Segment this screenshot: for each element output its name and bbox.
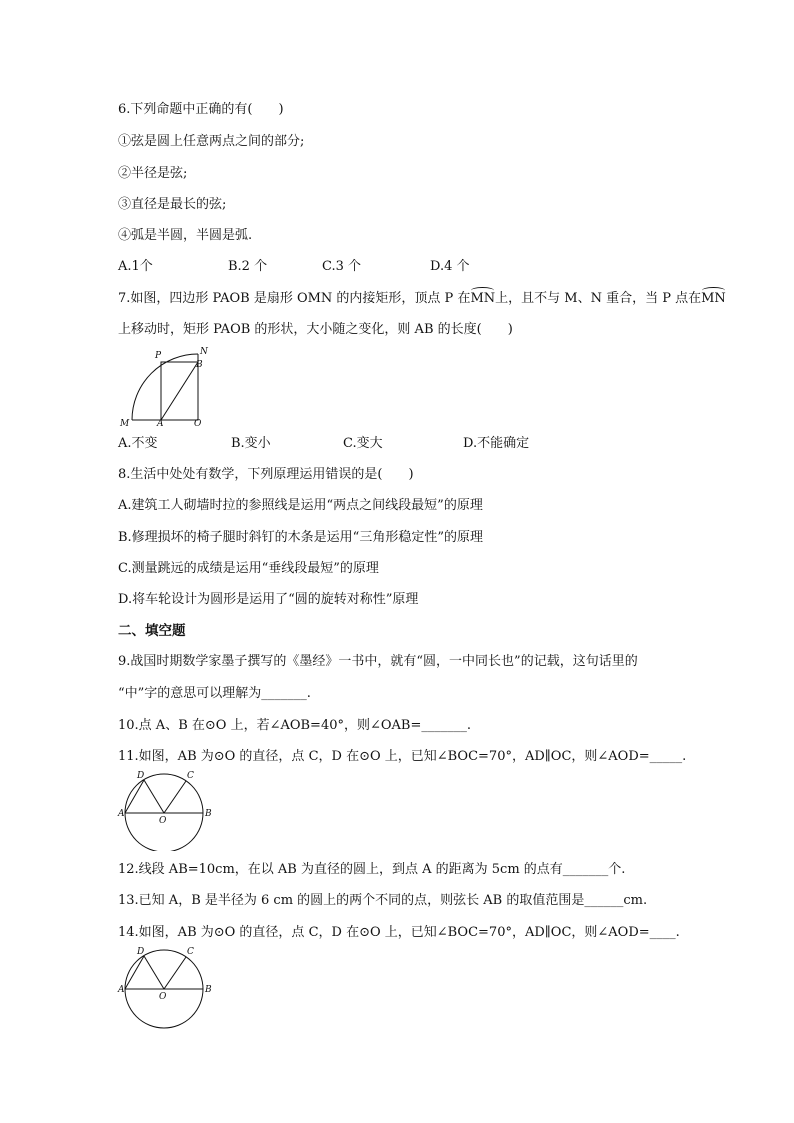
q14-text: 14.如图，AB 为⊙O 的直径，点 C，D 在⊙O 上，已知∠BOC=70°，AD∥OC，则∠AOD=____. <box>118 925 680 940</box>
q12-text: 12.线段 AB=10cm，在以 AB 为直径的圆上，到点 A 的距离为 5cm 的点有_______个. <box>118 862 626 877</box>
q6-stem: 6.下列命题中正确的有( ) <box>118 102 284 117</box>
q11-text: 11.如图，AB 为⊙O 的直径，点 C，D 在⊙O 上，已知∠BOC=70°，AD∥OC，则∠AOD=_____. <box>118 749 687 764</box>
q7-line-1 <box>118 291 726 307</box>
q7-text-1: 7.如图，四边形 PAOB 是扇形 OMN 的内接矩形，顶点 P 在 <box>118 291 471 306</box>
q6-statement-3: ③直径是最长的弦; <box>118 197 227 212</box>
q6-option-c: C.3 个 <box>322 259 362 274</box>
q10-text: 10.点 A、B 在⊙O 上，若∠AOB=40°，则∠OAB=_______. <box>118 718 472 733</box>
q6-statement-4: ④弧是半圆，半圆是弧. <box>118 228 253 243</box>
q8-option-d: D.将车轮设计为圆形是运用了“圆的旋转对称性”原理 <box>118 592 419 607</box>
q9-line-1: 9.战国时期数学家墨子撰写的《墨经》一书中，就有“圆，一中同长也”的记载，这句话里的 <box>118 654 638 669</box>
arc-mn-symbol-2: MN <box>701 291 726 306</box>
q7-text-2: 上，且不与 M、N 重合，当 P 点在 <box>495 291 702 306</box>
label-b: B <box>205 809 212 819</box>
q6-statement-2: ②半径是弦; <box>118 166 188 181</box>
q8-option-b: B.修理损坏的椅子腿时斜钉的木条是运用“三角形稳定性”的原理 <box>118 530 483 545</box>
q7-option-a: A.不变 <box>118 436 158 451</box>
q8-option-c: C.测量跳远的成绩是运用“垂线段最短”的原理 <box>118 561 379 576</box>
label-c: C <box>187 947 194 957</box>
arc-mn-symbol: MN <box>470 291 496 306</box>
sector-figure <box>117 343 212 429</box>
q6-option-a: A.1个 <box>118 259 153 274</box>
q6-option-b: B.2 个 <box>228 259 268 274</box>
q7-line-2: 上移动时，矩形 PAOB 的形状，大小随之变化，则 AB 的长度( ) <box>118 322 513 337</box>
circle-figure-q11 <box>117 769 217 851</box>
q13-text: 13.已知 A，B 是半径为 6 cm 的圆上的两个不同的点，则弦长 AB 的取值范围是______cm. <box>118 893 648 908</box>
circle-figure-q14 <box>117 945 217 1029</box>
label-a: A <box>118 985 125 995</box>
section-title: 二、填空题 <box>118 623 186 639</box>
label-m: M <box>120 419 130 429</box>
q8-stem: 8.生活中处处有数学，下列原理运用错误的是( ) <box>118 467 414 482</box>
q7-options <box>118 436 529 452</box>
q6-options <box>118 259 470 275</box>
q7-option-d: D.不能确定 <box>463 436 530 451</box>
q7-option-b: B.变小 <box>231 436 271 451</box>
label-p: P <box>155 351 162 361</box>
label-o: O <box>194 419 202 429</box>
label-n: N <box>200 347 208 357</box>
q6-option-d: D.4 个 <box>430 259 470 274</box>
label-a: A <box>118 809 125 819</box>
q7-option-c: C.变大 <box>343 436 383 451</box>
label-b: B <box>196 360 203 370</box>
label-d: D <box>137 771 145 781</box>
label-b: B <box>205 985 212 995</box>
q9-line-2: “中”字的意思可以理解为_______. <box>118 686 311 701</box>
label-a: A <box>157 419 164 429</box>
label-o: O <box>159 816 167 826</box>
label-c: C <box>187 771 194 781</box>
label-d: D <box>137 947 145 957</box>
q6-statement-1: ①弦是圆上任意两点之间的部分; <box>118 134 305 149</box>
q8-option-a: A.建筑工人砌墙时拉的参照线是运用“两点之间线段最短”的原理 <box>118 498 483 513</box>
label-o: O <box>159 992 167 1002</box>
